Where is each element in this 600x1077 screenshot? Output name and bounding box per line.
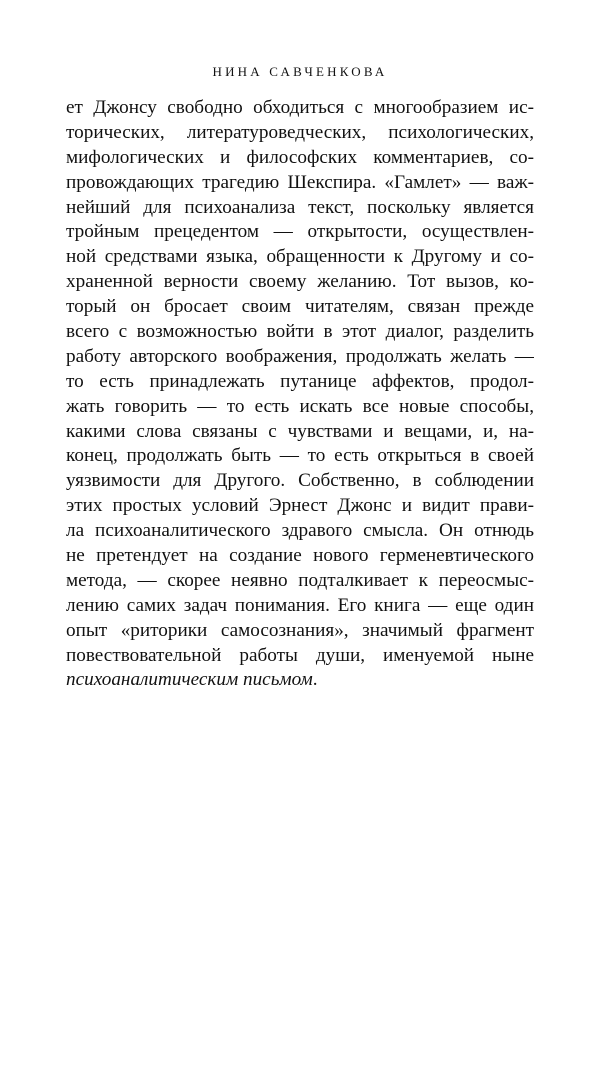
text-line: метода, — скорее неявно подталкивает к переосмыс-: [66, 569, 534, 591]
running-header: НИНА САВЧЕНКОВА: [212, 64, 388, 79]
text-line: ла психоаналитического здравого смысла. Он отнюдь: [66, 520, 534, 542]
text-line: ной средствами языка, обращенности к Другому и со-: [66, 246, 534, 268]
text-line: конец, продолжать быть — то есть открыться в своей: [66, 445, 534, 467]
text-line: мифологических и философских комментариев, со-: [66, 146, 534, 168]
text-line: то есть принадлежать путанице аффектов, продол-: [66, 370, 534, 392]
text-line: торый он бросает своим читателям, связан прежде: [66, 296, 534, 318]
text-line: уязвимости для Другого. Собственно, в соблюдении: [66, 470, 534, 492]
text-line: работу авторского воображения, продолжать желать —: [66, 345, 534, 367]
text-line: ет Джонсу свободно обходиться с многообразием ис-: [66, 97, 534, 118]
text-line: всего с возможностью войти в этот диалог, разделить: [66, 321, 534, 343]
body-text: [66, 96, 534, 693]
text-line: нейший для психоанализа текст, поскольку является: [66, 196, 534, 218]
text-line: тройным прецедентом — открытости, осуществлен-: [66, 221, 534, 243]
text-line: жать говорить — то есть искать все новые способы,: [66, 395, 534, 417]
text-line: опыт «риторики самосознания», значимый фрагмент: [66, 619, 534, 641]
text-line: храненной верности своему желанию. Тот вызов, ко-: [66, 271, 534, 293]
text-line: не претендует на создание нового герменевтического: [66, 545, 534, 567]
text-line: лению самих задач понимания. Его книга — еще один: [66, 594, 534, 616]
text-line: провождающих трагедию Шекспира. «Гамлет» — важ-: [66, 171, 534, 193]
final-punctuation: .: [312, 669, 318, 691]
text-line: повествовательной работы души, именуемой ныне: [66, 644, 534, 666]
final-text-line: [66, 668, 534, 693]
text-line: какими слова связаны с чувствами и вещами, и, на-: [66, 420, 534, 442]
text-line: этих простых условий Эрнест Джонс и видит прави-: [66, 495, 534, 517]
italic-term: психоаналитическим письмом: [66, 669, 313, 691]
text-line: торических, литературоведческих, психологических,: [66, 121, 534, 143]
